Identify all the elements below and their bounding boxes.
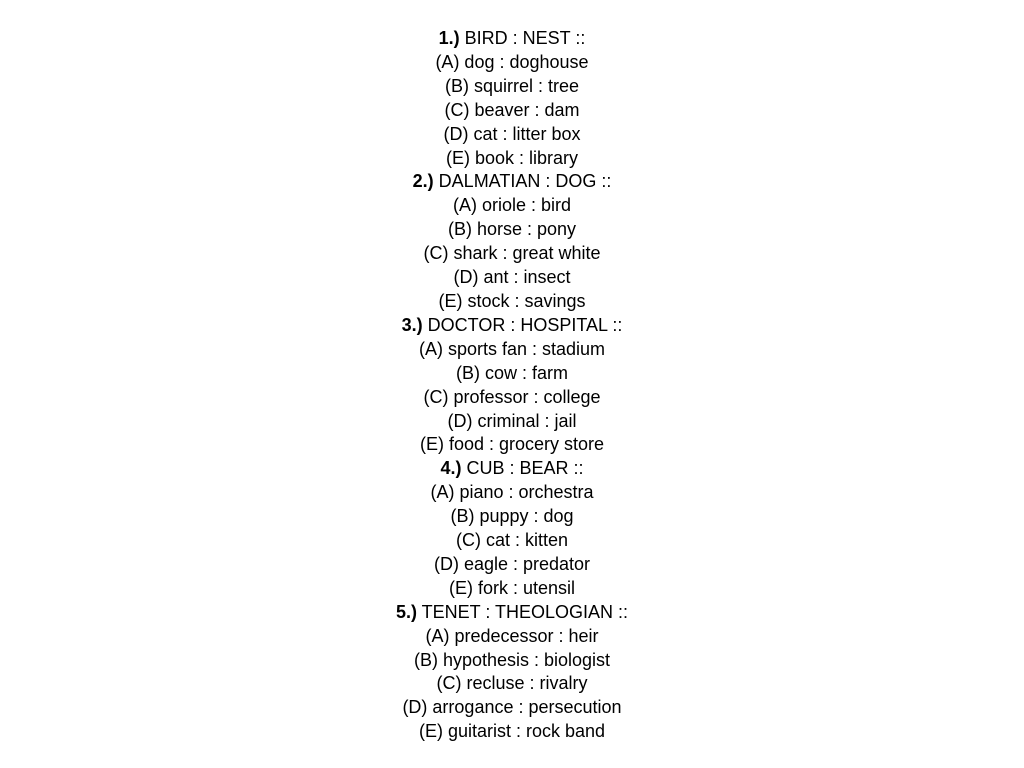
question-5-option-b: (B) hypothesis : biologist [413, 649, 611, 670]
question-1-option-b: (B) squirrel : tree [444, 75, 580, 96]
question-4-option-d: (D) eagle : predator [433, 553, 591, 574]
question-2-option-b: (B) horse : pony [447, 219, 577, 240]
question-1-option-d: (D) cat : litter box [443, 123, 581, 144]
question-3-option-d: (D) criminal : jail [447, 410, 577, 431]
question-2-option-d: (D) ant : insect [453, 267, 571, 288]
question-5-stem-line [0, 601, 1024, 625]
question-2-stem: DALMATIAN : DOG :: [438, 171, 612, 192]
question-5-option-d: (D) arrogance : persecution [402, 697, 622, 718]
question-5-option-c: (C) recluse : rivalry [436, 673, 588, 694]
question-2-option-e: (E) stock : savings [438, 290, 586, 311]
question-4-option-b: (B) puppy : dog [450, 506, 574, 527]
question-4-stem-line [0, 457, 1024, 481]
question-3-stem-line [0, 314, 1024, 338]
question-4-number: 4.) [440, 458, 462, 479]
question-5-stem: TENET : THEOLOGIAN :: [421, 601, 629, 622]
question-3-option-e: (E) food : grocery store [419, 434, 605, 455]
question-2-option-a: (A) oriole : bird [452, 195, 572, 216]
question-4-option-a: (A) piano : orchestra [430, 482, 594, 503]
analogy-question-list [0, 27, 1024, 744]
question-3-option-b: (B) cow : farm [455, 362, 568, 383]
question-1-option-e: (E) book : library [445, 147, 579, 168]
question-2-option-c: (C) shark : great white [423, 243, 601, 264]
question-2-number: 2.) [412, 171, 434, 192]
question-5-option-e: (E) guitarist : rock band [418, 721, 606, 742]
question-1-option-a: (A) dog : doghouse [435, 51, 589, 72]
question-4-option-c: (C) cat : kitten [455, 530, 569, 551]
question-1-stem-line [0, 27, 1024, 51]
question-3-option-c: (C) professor : college [423, 386, 601, 407]
question-4-stem: CUB : BEAR :: [466, 458, 584, 479]
question-3-number: 3.) [401, 314, 423, 335]
question-3-option-a: (A) sports fan : stadium [418, 338, 606, 359]
question-1-stem: BIRD : NEST :: [464, 28, 586, 48]
question-1-option-c: (C) beaver : dam [444, 99, 580, 120]
question-4-option-e: (E) fork : utensil [448, 577, 576, 598]
question-2-stem-line [0, 170, 1024, 194]
question-5-number: 5.) [395, 601, 417, 622]
question-3-stem: DOCTOR : HOSPITAL :: [427, 314, 623, 335]
question-5-option-a: (A) predecessor : heir [425, 625, 599, 646]
question-1-number: 1.) [438, 28, 460, 48]
